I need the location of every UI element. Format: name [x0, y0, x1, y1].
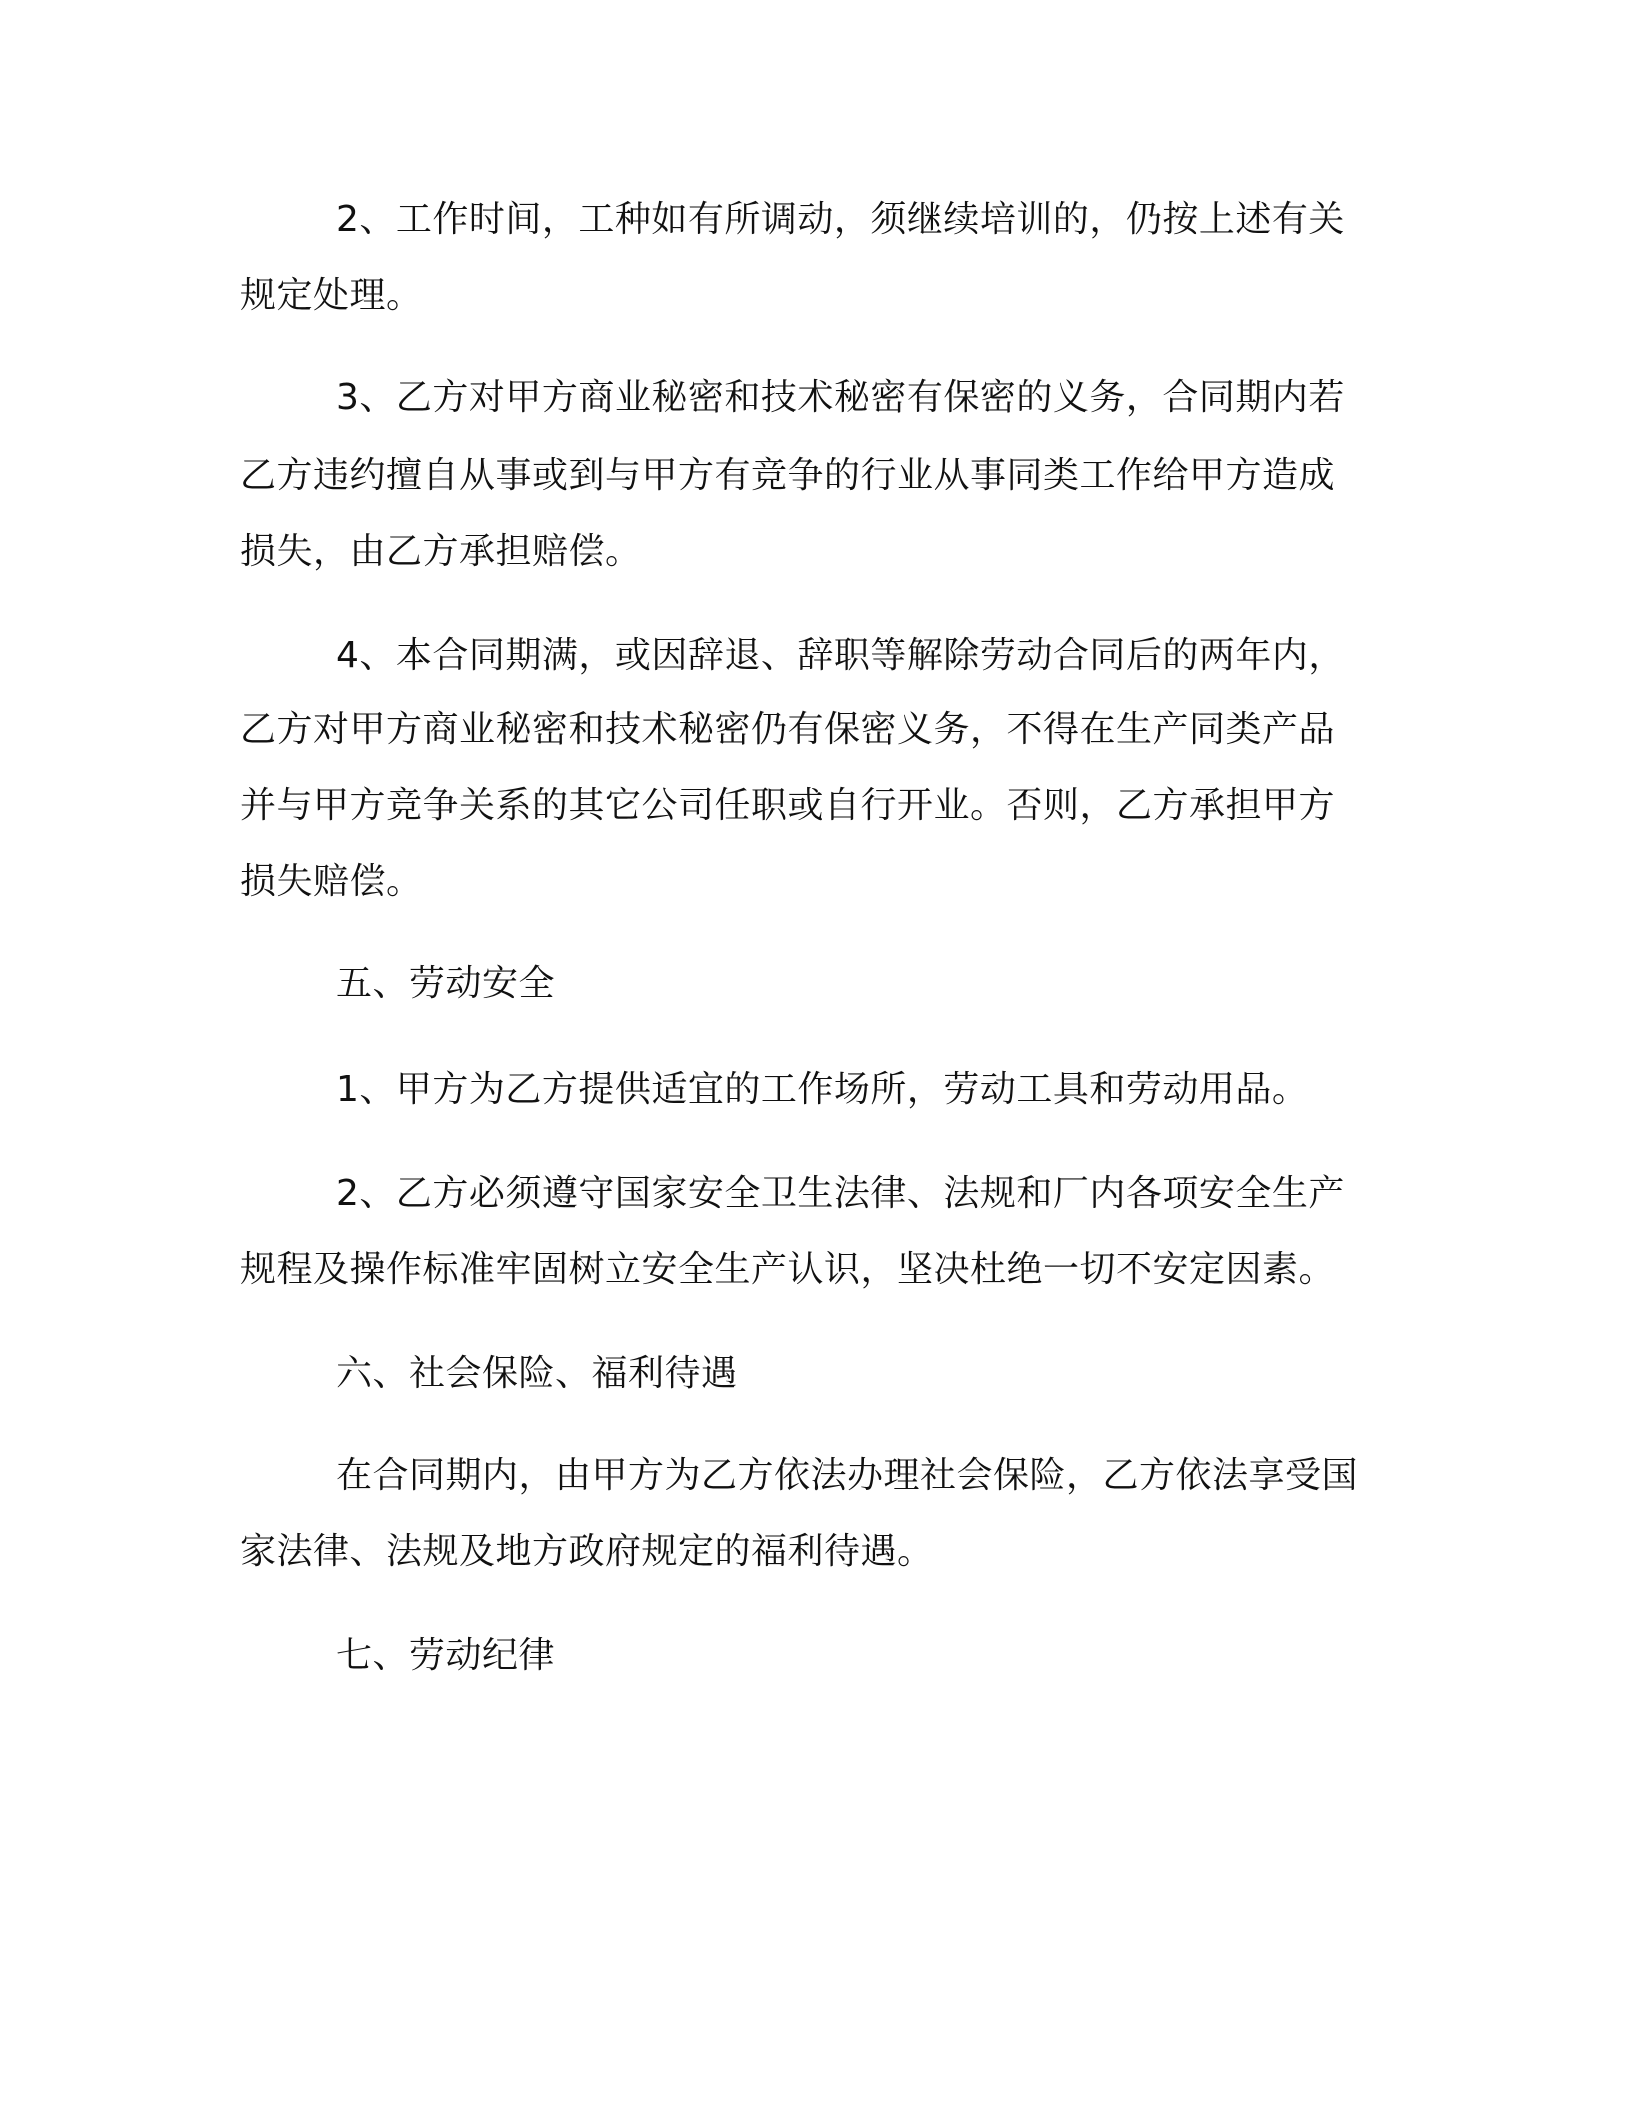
- section-heading: 五、劳动安全: [336, 963, 556, 1004]
- text-line: 并与甲方竞争关系的其它公司任职或自行开业。否则，乙方承担甲方: [240, 785, 1336, 826]
- text-line: 在合同期内，由甲方为乙方依法办理社会保险，乙方依法享受国: [336, 1455, 1359, 1496]
- section-heading: 七、劳动纪律: [336, 1635, 556, 1676]
- text-line: 损失赔偿。: [240, 861, 423, 902]
- text-line: 乙方违约擅自从事或到与甲方有竞争的行业从事同类工作给甲方造成: [240, 455, 1336, 496]
- text-line: 损失，由乙方承担赔偿。: [240, 531, 642, 572]
- text-line: 3、乙方对甲方商业秘密和技术秘密有保密的义务，合同期内若: [336, 377, 1345, 418]
- text-line: 规定处理。: [240, 275, 423, 316]
- text-line: 家法律、法规及地方政府规定的福利待遇。: [240, 1531, 934, 1572]
- text-line: 乙方对甲方商业秘密和技术秘密仍有保密义务，不得在生产同类产品: [240, 709, 1336, 750]
- text-line: 1、甲方为乙方提供适宜的工作场所，劳动工具和劳动用品。: [336, 1069, 1309, 1110]
- text-line: 2、工作时间，工种如有所调动，须继续培训的，仍按上述有关: [336, 199, 1345, 240]
- section-heading: 六、社会保险、福利待遇: [336, 1353, 738, 1394]
- text-line: 2、乙方必须遵守国家安全卫生法律、法规和厂内各项安全生产: [336, 1173, 1345, 1214]
- text-line: 4、本合同期满，或因辞退、辞职等解除劳动合同后的两年内，: [336, 635, 1345, 676]
- text-line: 规程及操作标准牢固树立安全生产认识，坚决杜绝一切不安定因素。: [240, 1249, 1336, 1290]
